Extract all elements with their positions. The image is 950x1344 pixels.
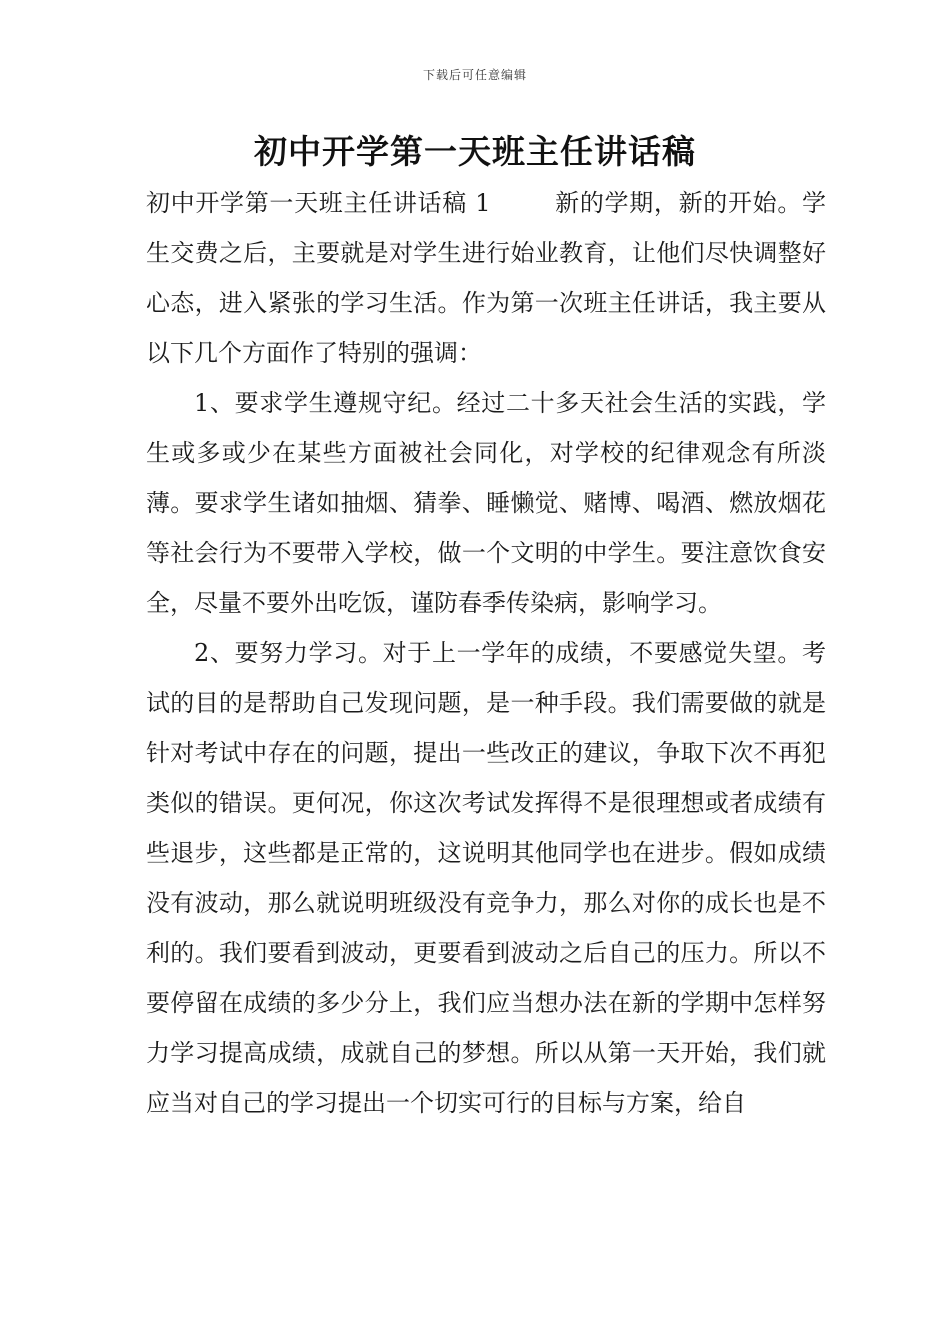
intro-paragraph [146, 178, 826, 378]
document-body [146, 178, 826, 1128]
paragraph-rule-discipline: 1、要求学生遵规守纪。经过二十多天社会生活的实践，学生或多或少在某些方面被社会同化，对学校的纪律观念有所淡薄。要求学生诸如抽烟、猜拳、睡懒觉、赌博、喝酒、燃放烟花等社会行为不要带入学校，做一个文明的中学生。要注意饮食安全，尽量不要外出吃饭，谨防春季传染病，影响学习。 [146, 389, 826, 617]
document-title: 初中开学第一天班主任讲话稿 [254, 132, 696, 171]
intro-text: 新的学期，新的开始。学生交费之后，主要就是对学生进行始业教育，让他们尽快调整好心态，进入紧张的学习生活。作为第一次班主任讲话，我主要从以下几个方面作了特别的强调： [146, 189, 827, 367]
paragraph-study-hard: 2、要努力学习。对于上一学年的成绩，不要感觉失望。考试的目的是帮助自己发现问题，是一种手段。我们需要做的就是针对考试中存在的问题，提出一些改正的建议，争取下次不再犯类似的错误。更何况，你这次考试发挥得不是很理想或者成绩有些退步，这些都是正常的，这说明其他同学也在进步。假如成绩没有波动，那么就说明班级没有竞争力，那么对你的成长也是不利的。我们要看到波动，更要看到波动之后自己的压力。所以不要停留在成绩的多少分上，我们应当想办法在新的学期中怎样努力学习提高成绩，成就自己的梦想。所以从第一天开始，我们就应当对自己的学习提出一个切实可行的目标与方案，给自 [146, 639, 826, 1117]
intro-label: 初中开学第一天班主任讲话稿 1 [146, 189, 491, 217]
header-note: 下载后可任意编辑 [422, 68, 527, 82]
